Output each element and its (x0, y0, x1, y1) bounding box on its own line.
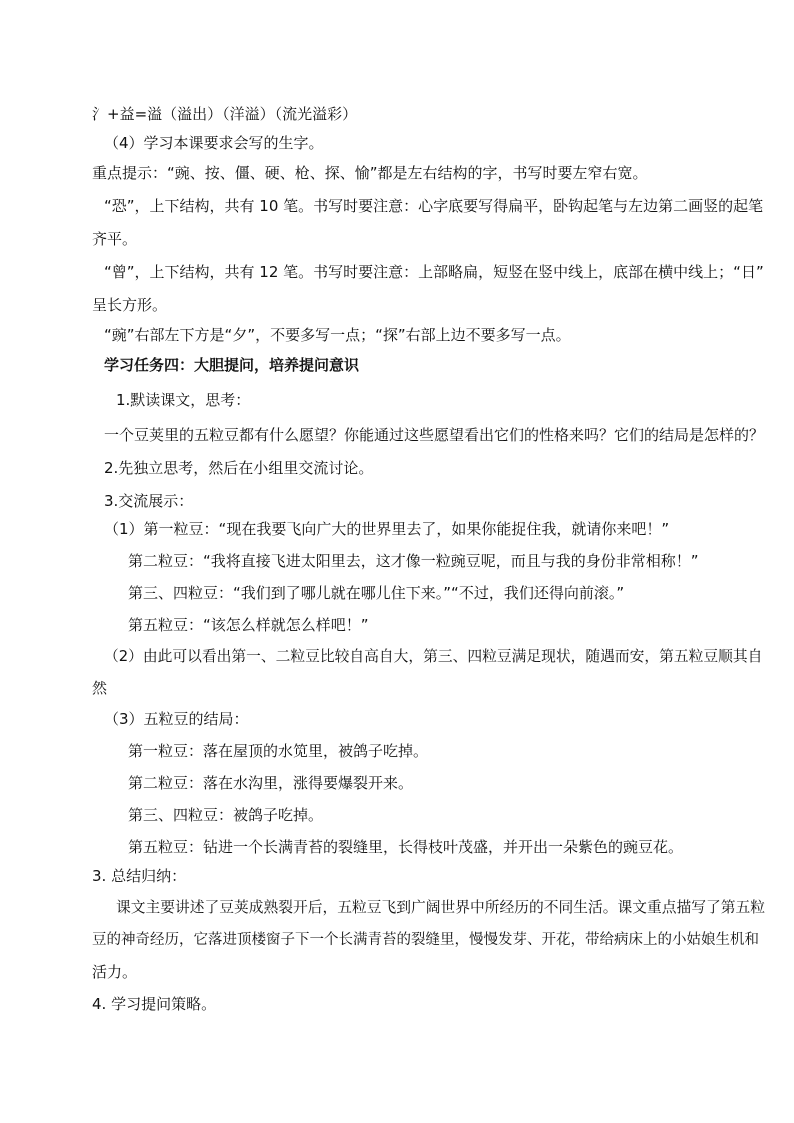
step-2-discuss: 2.先独立思考，然后在小组里交流讨论。 (104, 459, 374, 477)
character-analysis: （2）由此可以看出第一、二粒豆比较自高自大，第三、四粒豆满足现状，随遇而安，第五粒豆顺其自 (104, 648, 763, 665)
pea-endings-heading: （3）五粒豆的结局： (104, 710, 249, 728)
section-heading-task-4: 学习任务四：大胆提问，培养提问意识 (104, 356, 360, 374)
character-analysis-cont: 然 (92, 679, 108, 697)
char-wan-tan-note: “豌”右部左下方是“夕”，不要多写一点；“探”右部上边不要多写一点。 (104, 326, 571, 344)
pea-1-ending: 第一粒豆：落在屋顶的水笕里，被鸽子吃掉。 (128, 742, 429, 760)
pea-5-ending: 第五粒豆：钻进一个长满青苔的裂缝里，长得枝叶茂盛，并开出一朵紫色的豌豆花。 (128, 838, 684, 856)
summary-text-end: 活力。 (92, 963, 138, 981)
char-ceng-note: “曾”，上下结构，共有 12 笔。书写时要注意：上部略扁，短竖在竖中线上，底部在横中线上；“日” (104, 263, 764, 281)
key-tip-line: 重点提示：“豌、按、僵、硬、枪、探、愉”都是左右结构的字，书写时要左窄右宽。 (92, 164, 648, 182)
summary-text-cont: 豆的神奇经历，它落进顶楼窗子下一个长满青苔的裂缝里，慢慢发芽、开花，带给病床上的小姑娘生机和 (92, 932, 759, 948)
char-kong-note: “恐”，上下结构，共有 10 笔。书写时要注意：心字底要写得扁平，卧钩起笔与左边第二画竖的起笔 (104, 197, 764, 215)
pea-1-quote: （1）第一粒豆：“现在我要飞向广大的世界里去了，如果你能捉住我，就请你来吧！” (104, 520, 670, 538)
char-ceng-note-cont: 呈长方形。 (92, 296, 168, 314)
char-kong-note-cont: 齐平。 (92, 230, 138, 248)
pea-3-4-ending: 第三、四粒豆：被鸽子吃掉。 (128, 806, 324, 824)
pea-2-ending: 第二粒豆：落在水沟里，涨得要爆裂开来。 (128, 774, 414, 792)
summary-text: 课文主要讲述了豆荚成熟裂开后，五粒豆飞到广阔世界中所经历的不同生活。课文重点描写了第五粒 (116, 899, 765, 916)
step-1-read: 1.默读课文，思考： (116, 391, 251, 409)
radical-combination-line: 氵+益=溢（溢出）（洋溢）（流光溢彩） (92, 105, 358, 123)
strategy-heading: 4. 学习提问策略。 (92, 995, 217, 1013)
pea-2-quote: 第二粒豆：“我将直接飞进太阳里去，这才像一粒豌豆呢，而且与我的身份非常相称！” (128, 552, 699, 570)
task-item-4: （4）学习本课要求会写的生字。 (104, 134, 324, 152)
summary-heading: 3. 总结归纳： (92, 867, 187, 885)
pea-3-4-quote: 第三、四粒豆：“我们到了哪儿就在哪儿住下来。”“不过，我们还得向前滚。” (128, 584, 625, 602)
pea-5-quote: 第五粒豆：“该怎么样就怎么样吧！” (128, 616, 369, 634)
step-3-present: 3.交流展示： (104, 492, 194, 510)
question-line: 一个豆荚里的五粒豆都有什么愿望？你能通过这些愿望看出它们的性格来吗？它们的结局是怎样的？ (104, 426, 765, 444)
